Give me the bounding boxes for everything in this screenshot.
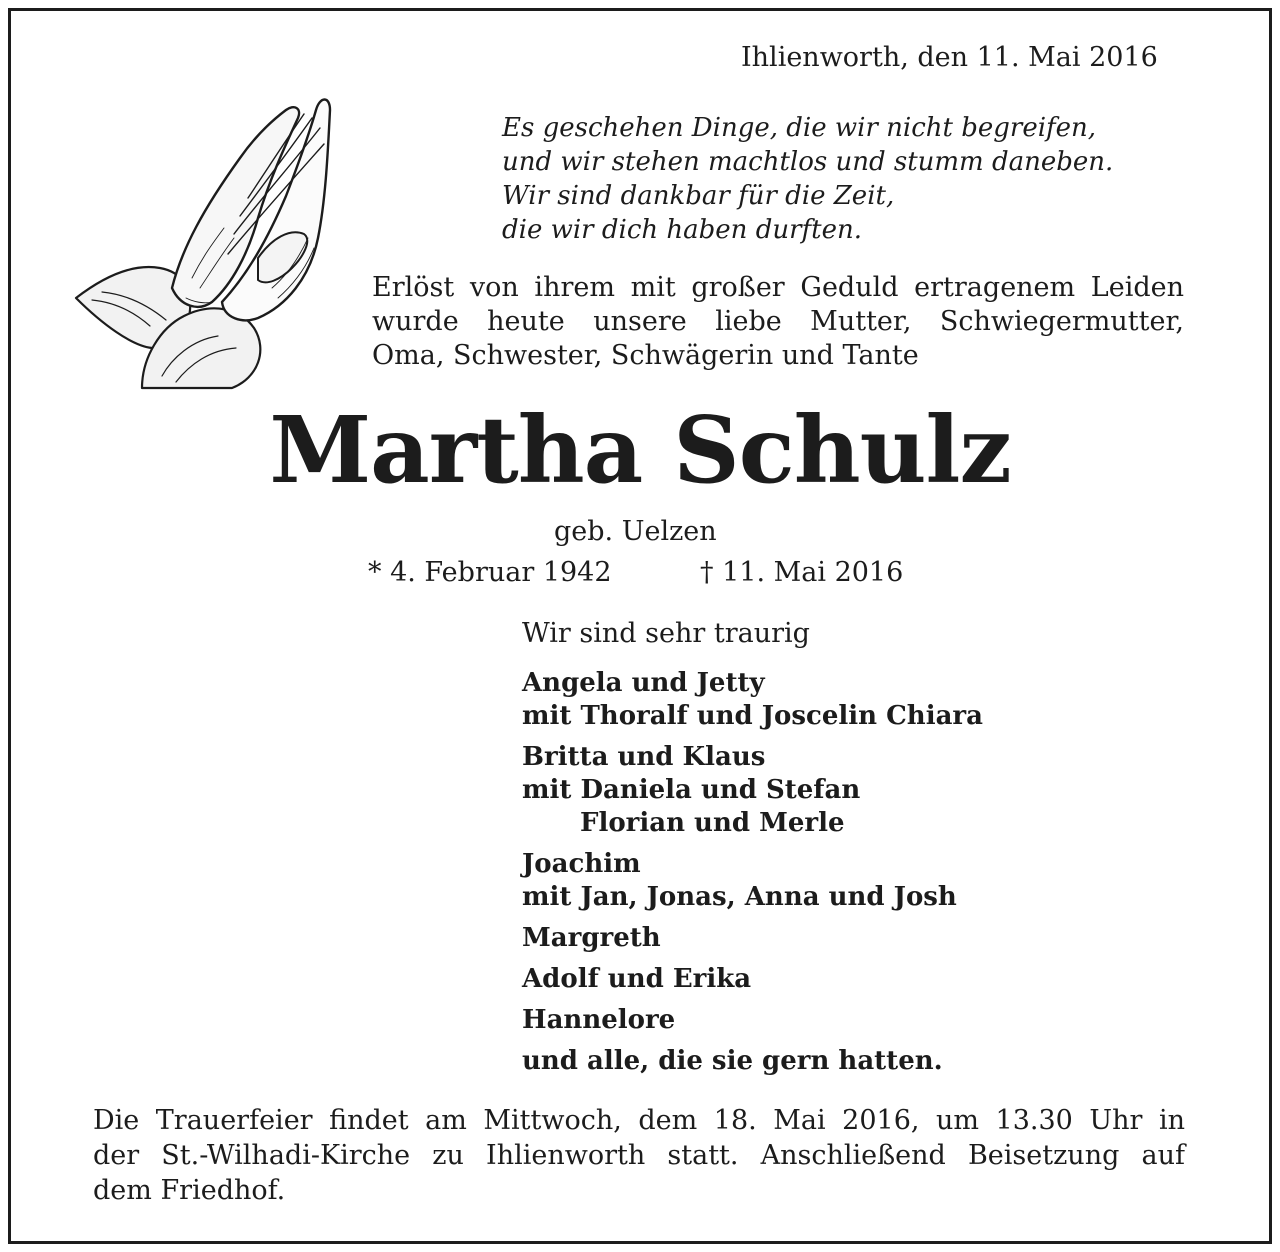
maiden-name: geb. Uelzen [554, 516, 717, 547]
death-date: † 11. Mai 2016 [700, 557, 904, 588]
place-date: Ihlienworth, den 11. Mai 2016 [741, 42, 1158, 73]
poem-line: und wir stehen machtlos und stumm daneben. [502, 147, 1114, 177]
poem [502, 111, 1113, 247]
mourner-group [522, 848, 983, 914]
mourner-line: mit Daniela und Stefan [522, 775, 861, 805]
mourner-group [522, 922, 983, 955]
mourner-line: Adolf und Erika [522, 964, 752, 994]
mourner-group [522, 963, 983, 996]
intro-line: Erlöst von ihrem mit großer Geduld ertragenem Leiden [372, 272, 1184, 303]
mourner-line: Florian und Merle [580, 808, 845, 838]
mourning-line: Wir sind sehr traurig [522, 618, 810, 649]
mourner-group [522, 1045, 983, 1078]
funeral-line: dem Friedhof. [93, 1175, 286, 1206]
mourner-group [522, 741, 983, 840]
mourner-line: Margreth [522, 923, 661, 953]
praying-hands-icon [72, 88, 342, 396]
poem-line: Wir sind dankbar für die Zeit, [502, 181, 895, 211]
mourner-line: Angela und Jetty [522, 668, 765, 698]
mourner-group [522, 1004, 983, 1037]
birth-date: * 4. Februar 1942 [368, 557, 612, 588]
mourner-line: und alle, die sie gern hatten. [522, 1046, 943, 1076]
mourner-group [522, 667, 983, 733]
poem-line: Es geschehen Dinge, die wir nicht begreifen, [502, 113, 1097, 143]
mourner-line: mit Thoralf und Joscelin Chiara [522, 701, 983, 731]
mourners-list [522, 667, 983, 1086]
poem-line: die wir dich haben durften. [502, 215, 862, 245]
funeral-line: Die Trauerfeier findet am Mittwoch, dem 18. Mai 2016, um 13.30 Uhr in [93, 1105, 1185, 1136]
mourner-line: Britta und Klaus [522, 742, 766, 772]
funeral-line: der St.-Wilhadi-Kirche zu Ihlienworth statt. Anschließend Beisetzung auf [93, 1140, 1185, 1171]
deceased-name: Martha Schulz [269, 396, 1011, 504]
intro-line: Oma, Schwester, Schwägerin und Tante [372, 340, 919, 371]
intro-line: wurde heute unsere liebe Mutter, Schwiegermutter, [372, 306, 1184, 337]
intro-text [372, 271, 1184, 373]
mourner-line: Hannelore [522, 1005, 676, 1035]
funeral-info [93, 1103, 1185, 1208]
mourner-line: Joachim [522, 849, 641, 879]
mourner-line: mit Jan, Jonas, Anna und Josh [522, 882, 957, 912]
